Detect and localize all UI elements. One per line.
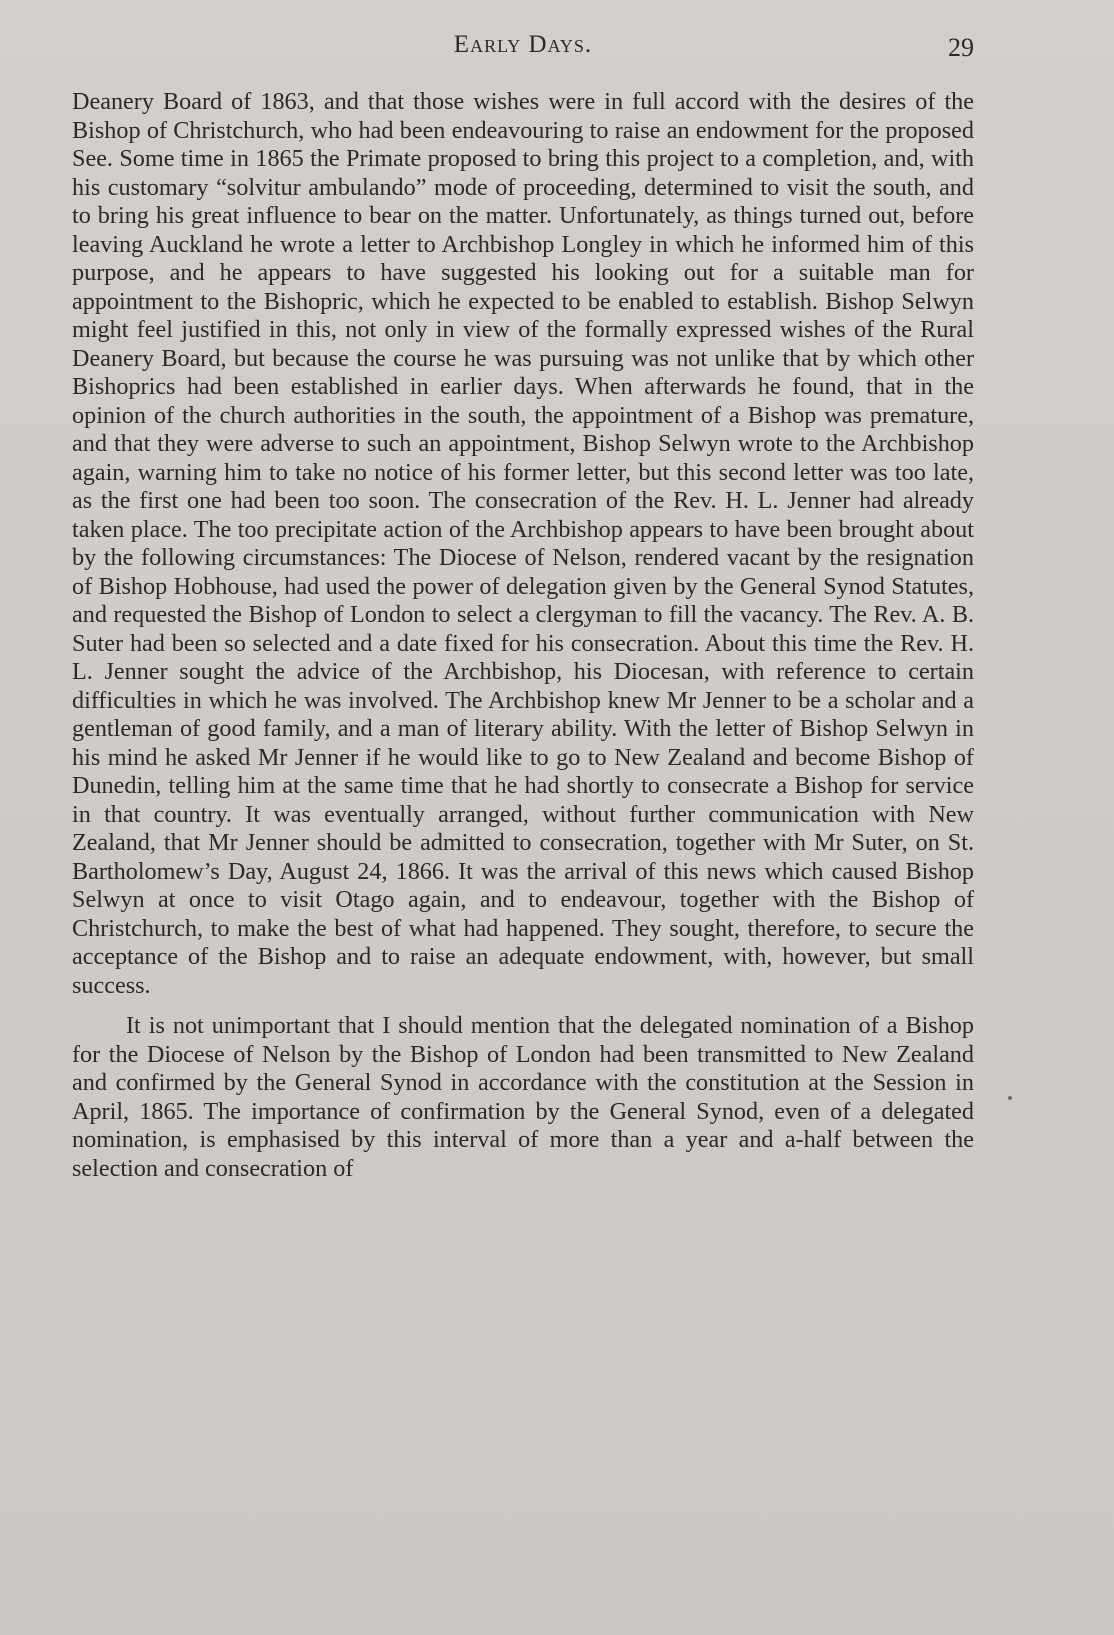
paragraph-delegated-nomination: It is not unimportant that I should mention that the delegated nomination of a Bishop for the Diocese of Nelson by the Bishop of London had been transmitted to New Zealand and confirmed by the General Synod in accordance with the constitution at the Session in April, 1865. The importance of confirmation by the General Synod, even of a delegated nomination, is emphasised by this interval of more than a year and a-half between the selection and consecration of: [72, 1012, 974, 1182]
paper-speck: [1008, 1096, 1012, 1100]
paragraph-continued: Deanery Board of 1863, and that those wishes were in full accord with the desires of the Bishop of Christchurch, who had been endeavouring to raise an endowment for the proposed See. Some time in 1865 the Primate proposed to bring this project to a completion, and, with his customary “solvitur ambulando” mode of proceeding, determined to visit the south, and to bring his great influence to bear on the matter. Unfortunately, as things turned out, before leaving Auckland he wrote a letter to Archbishop Longley in which he informed him of this purpose, and he appears to have suggested his looking out for a suitable man for appointment to the Bishopric, which he expected to be enabled to establish. Bishop Selwyn might feel justified in this, not only in view of the formally expressed wishes of the Rural Deanery Board, but because the course he was pursuing was not unlike that by which other Bishoprics had been established in earlier days. When afterwards he found, that in the opinion of the church authorities in the south, the appointment of a Bishop was premature, and that they were adverse to such an appointment, Bishop Selwyn wrote to the Archbishop again, warning him to take no notice of his former letter, but this second letter was too late, as the first one had been too soon. The consecration of the Rev. H. L. Jenner had already taken place. The too precipitate action of the Archbishop appears to have been brought about by the following circumstances: The Diocese of Nelson, rendered vacant by the resignation of Bishop Hobhouse, had used the power of delegation given by the General Synod Statutes, and requested the Bishop of London to select a clergyman to fill the vacancy. The Rev. A. B. Suter had been so selected and a date fixed for his consecration. About this time the Rev. H. L. Jenner sought the advice of the Archbishop, his Diocesan, with reference to certain difficulties in which he was involved. The Archbishop knew Mr Jenner to be a scholar and a gentleman of good family, and a man of literary ability. With the letter of Bishop Selwyn in his mind he asked Mr Jenner if he would like to go to New Zealand and become Bishop of Dunedin, telling him at the same time that he had shortly to consecrate a Bishop for service in that country. It was eventually arranged, without further communication with New Zealand, that Mr Jenner should be admitted to consecration, together with Mr Suter, on St. Bartholomew’s Day, August 24, 1866. It was the arrival of this news which caused Bishop Selwyn at once to visit Otago again, and to endeavour, together with the Bishop of Christchurch, to make the best of what had happened. They sought, therefore, to secure the acceptance of the Bishop and to raise an adequate endowment, with, however, but small success.: [72, 88, 974, 999]
body-text: [72, 88, 974, 1183]
page-number: 29: [948, 33, 974, 62]
running-head: [72, 31, 974, 65]
running-title: Early Days.: [453, 31, 593, 58]
